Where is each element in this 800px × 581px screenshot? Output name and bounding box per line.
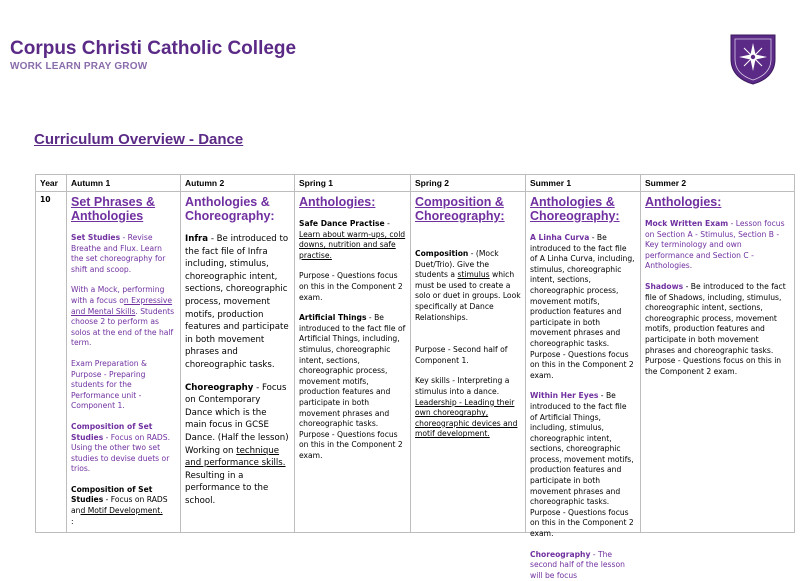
college-motto: WORK LEARN PRAY GROW xyxy=(10,61,148,72)
summer-2-shadows: Shadows - Be introduced to the fact file of Shadows, including, stimulus, choreographic intent, sections, choreographic process, movement motifs, production features and participate in both movement phrases and choreographic tasks. Purpose - Questions focus on this in the Component 2 exam. xyxy=(645,281,786,376)
summer-2-mock-exam: Mock Written Exam - Lesson focus on Section A - Stimulus, Section B - Key terminology and own performance and Section C - Anthologies. xyxy=(645,219,785,271)
col-header-summer-1: Summer 1 xyxy=(526,175,641,192)
col-header-autumn-2: Autumn 2 xyxy=(181,175,295,192)
college-name: Corpus Christi Catholic College xyxy=(10,38,297,59)
summer-1-choreography: Choreography - The second half of the lesson will be focus xyxy=(530,549,625,580)
autumn-2-cell xyxy=(181,192,295,533)
col-header-spring-2: Spring 2 xyxy=(411,175,526,192)
college-crest-icon xyxy=(728,32,778,86)
header-row xyxy=(36,175,795,192)
year-cell: 10 xyxy=(36,192,67,533)
autumn-1-composition-rads: Composition of Set Studies - Focus on RADS and Motif Development. xyxy=(71,484,168,516)
summer-2-cell xyxy=(641,192,795,533)
spring-1-purpose: Purpose - Questions focus on this in the Component 2 exam. xyxy=(299,271,403,302)
col-header-year: Year xyxy=(36,175,67,192)
col-header-autumn-1: Autumn 1 xyxy=(67,175,181,192)
autumn-2-heading: Anthologies & Choreography: xyxy=(185,195,275,223)
autumn-1-composition: Composition of Set Studies - Focus on RADS. Using the other two set studies to devise duets or trios. xyxy=(71,421,171,474)
autumn-1-mock: With a Mock, performing with a focus on Expressive and Mental Skills. Students choose 2 to perform as solos at the end of the half term. xyxy=(71,285,175,348)
spring-1-cell xyxy=(295,192,411,533)
autumn-1-cell xyxy=(67,192,181,533)
spring-2-cell xyxy=(411,192,526,533)
spring-2-composition: Composition - (Mock Duet/Trio). Give the students a stimulus which must be used to create a solo or duet in groups. Look specifically at Dance Relationships. xyxy=(415,249,521,322)
summer-2-heading: Anthologies: xyxy=(645,195,722,209)
autumn-2-infra: Infra - Be introduced to the fact file of Infra including, stimulus, choreographic intent, sections, choreographic process, movement motifs, production features and participate in both movement phrases and choreographic tasks. xyxy=(185,234,289,370)
spring-1-heading: Anthologies: xyxy=(299,195,376,209)
autumn-1-heading: Set Phrases & Anthologies xyxy=(71,195,156,223)
spring-1-safe-dance: Safe Dance Practise - Learn about warm-ups, cold downs, nutrition and safe practise. xyxy=(299,219,406,260)
summer-1-heading: Anthologies & Choreography: xyxy=(530,195,620,223)
curriculum-table xyxy=(35,174,795,580)
col-header-summer-2: Summer 2 xyxy=(641,175,795,192)
page-title: Curriculum Overview - Dance xyxy=(34,131,244,148)
summer-1-a-linha-curva: A Linha Curva - Be introduced to the fact file of A Linha Curva, including, stimulus, choreographic intent, sections, choreographic process, movement motifs, production features and participate in both movement phrases and choreographic tasks. Purpose - Questions focus on this in the Component 2 exam. xyxy=(530,233,635,380)
spring-2-heading: Composition & Choreography: xyxy=(415,195,505,223)
spring-2-purpose: Purpose - Second half of Component 1. xyxy=(415,345,508,365)
summer-1-within-her-eyes: Within Her Eyes - Be introduced to the fact file of Artificial Things, including, stimulus, choreographic intent, sections, choreographic process, movement motifs, production features and participate in both movement phrases and choreographic tasks. Purpose - Questions focus on this in the Component 2 exam. xyxy=(530,391,634,539)
spring-2-key-skills: Key skills - Interpreting a stimulus into a dance. Leadership - Leading their own choreography, choreographic devices and motif development. xyxy=(415,376,518,439)
autumn-1-tail: : xyxy=(71,516,74,526)
autumn-1-set-studies: Set Studies - Revise Breathe and Flux. Learn the set choreography for shift and scoop. xyxy=(71,233,166,274)
summer-1-cell xyxy=(526,192,641,580)
autumn-1-exam-prep: Exam Preparation & Purpose - Preparing students for the Performance unit - Component 1. xyxy=(71,358,147,411)
table-row xyxy=(36,192,795,533)
autumn-2-choreography: Choreography - Focus on Contemporary Dance which is the main focus in GCSE Dance. (Half the lesson) Working on technique and performance skills. Resulting in a performance to the school. xyxy=(185,382,289,506)
col-header-spring-1: Spring 1 xyxy=(295,175,411,192)
spring-1-artificial-things: Artificial Things - Be introduced to the fact file of Artificial Things, including, stimulus, choreographic intent, sections, choreographic process, movement motifs, production features and participate in both movement phrases and choreographic tasks. Purpose - Questions focus on this in the Component 2 exam. xyxy=(299,313,406,460)
